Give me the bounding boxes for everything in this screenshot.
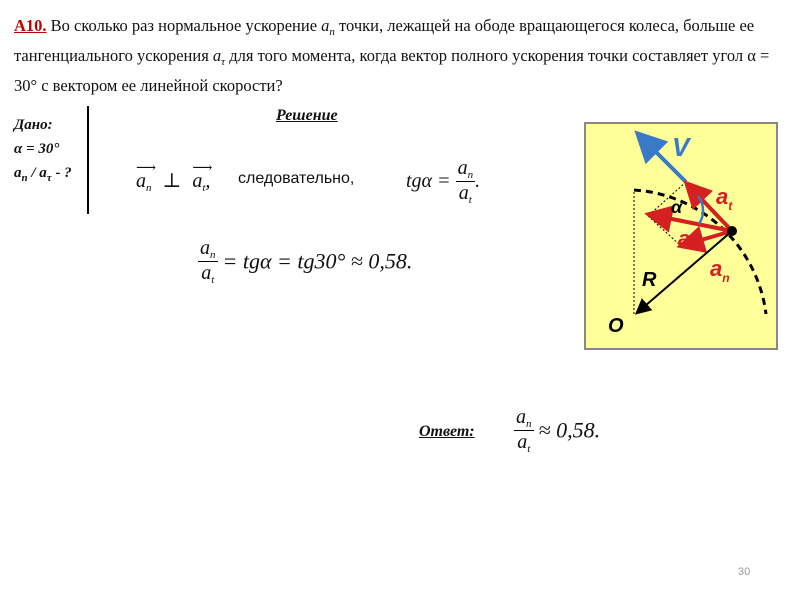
- therefore-text: следовательно,: [238, 170, 355, 187]
- label-an: $a_n$: [710, 256, 730, 285]
- label-o: O: [608, 315, 624, 337]
- find-q: - ?: [51, 165, 72, 181]
- problem-text-2: точки, лежащей на ободе вращающегося колеса, больше ее тангенциального ускорения: [14, 16, 755, 65]
- diagram-svg: [586, 124, 776, 348]
- wheel-rim-arc: [634, 190, 766, 314]
- page-number: 30: [738, 566, 751, 578]
- tg-label: tgα =: [406, 170, 451, 193]
- given-title: Дано:: [14, 117, 53, 133]
- problem-text-1: Во сколько раз нормальное ускорение: [50, 16, 322, 35]
- find-sub1: n: [21, 172, 28, 184]
- result-fraction: $\frac{a_n}{a_t}$: [200, 237, 216, 287]
- find-sub2: τ: [46, 172, 52, 184]
- given-block: [14, 113, 72, 190]
- tg-fraction: $\frac{a_n}{a_t}$: [457, 157, 474, 207]
- problem-text-3: для того момента, когда вектор полного ускорения точки составляет угол α = 30° с вектором ее линейной скорости?: [14, 46, 770, 95]
- perp-sign: ⊥: [162, 170, 182, 192]
- vector-arrow-icon: ⟶: [192, 161, 213, 176]
- vec-at: ⟶ $a_t$: [192, 161, 213, 194]
- find-a1: a: [14, 165, 22, 181]
- find-a2: a: [39, 165, 47, 181]
- at-symbol: a: [212, 46, 222, 65]
- find-slash: /: [27, 165, 40, 181]
- given-alpha: α = 30°: [14, 141, 60, 157]
- an-symbol: a: [321, 16, 330, 35]
- perpendicular-formula: ⟶ $a_n$ ⊥ ⟶ $a_t$,: [136, 161, 213, 194]
- given-divider: [87, 106, 89, 214]
- vector-diagram: [584, 122, 778, 350]
- at-sub: τ: [221, 56, 226, 68]
- result-rhs: = tgα = tg30° ≈ 0,58.: [222, 248, 413, 274]
- answer-label: Ответ:: [419, 423, 475, 440]
- answer-fraction: $\frac{a_n}{a_t}$: [516, 406, 532, 456]
- given-find: [14, 161, 72, 190]
- solution-title: Решение: [276, 107, 338, 124]
- tg-formula: tgα = $\frac{a_n}{a_t}$ .: [406, 157, 481, 207]
- vec-an: ⟶ $a_n$: [136, 161, 157, 194]
- label-alpha: α: [671, 197, 683, 217]
- vector-arrow-icon: ⟶: [136, 161, 157, 176]
- answer-formula: [514, 406, 600, 455]
- label-a: a: [678, 226, 691, 251]
- label-v: V: [672, 132, 690, 162]
- problem-number: А10.: [14, 16, 47, 35]
- label-at: $a_t$: [716, 184, 733, 213]
- an-sub: n: [329, 26, 335, 38]
- answer-rhs: ≈ 0,58.: [538, 417, 601, 443]
- point-dot: [727, 226, 737, 236]
- label-r: R: [642, 269, 657, 291]
- problem-statement: [14, 14, 786, 97]
- result-formula: [198, 237, 412, 286]
